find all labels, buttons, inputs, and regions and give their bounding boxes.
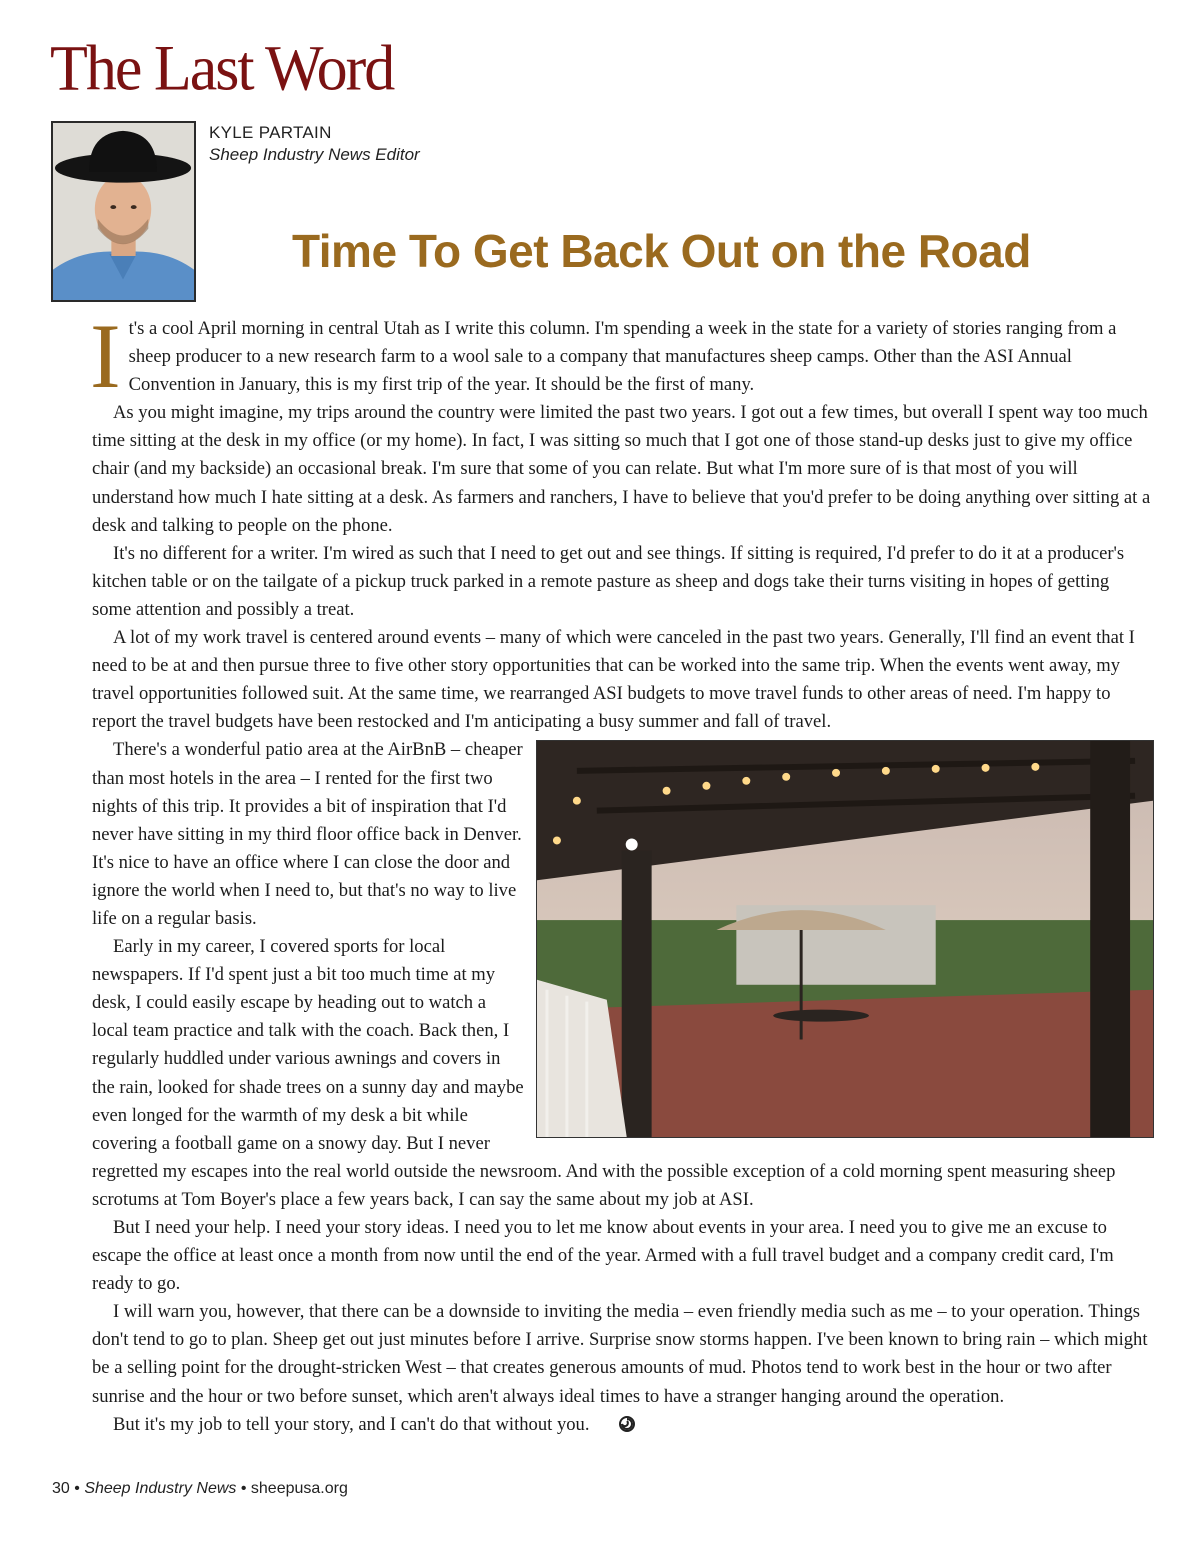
masthead-title: The Last Word bbox=[50, 32, 394, 105]
article-paragraph-4 bbox=[92, 624, 1152, 736]
closing-text: But it's my job to tell your story, and I can't do that without you. bbox=[113, 1413, 590, 1435]
page-footer bbox=[52, 1480, 348, 1498]
author-role: Sheep Industry News Editor bbox=[209, 145, 420, 164]
article-paragraph-3: It's no different for a writer. I'm wired as such that I need to get out and see things. If sitting is required, I'd prefer to do it at a producer's kitchen table or on the tailgate of a pickup truck parked in a remote pasture as sheep and dogs take their turns visiting in hopes of getting some attention and possibly a treat. bbox=[92, 542, 1125, 620]
article-paragraph-9 bbox=[92, 1411, 1152, 1439]
footer-separator-2: • bbox=[240, 1480, 247, 1497]
article-paragraph-2: As you might imagine, my trips around the country were limited the past two years. I got out a few times, but overall I spent way too much time sitting at the desk in my office (or my home). In fact, I was sitting so much that I got one of those stand-up desks just to give my office chair (and my backside) an occasional break. I'm sure that some of you can relate. But what I'm more sure of is that most of you will understand how much I hate sitting at a desk. As farmers and ranchers, I have to believe that you'd prefer to be doing anything over sitting at a desk and talking to people on the phone. bbox=[92, 402, 1151, 536]
asi-swirl-icon bbox=[598, 1413, 614, 1429]
article-paragraph-1 bbox=[90, 305, 1152, 407]
article-paragraph-7: But I need your help. I need your story ideas. I need you to let me know about events in your area. I need you to give me an excuse to escape the office at least once a month from now until the end of the year. Armed with a full travel budget and a company credit card, I'm ready to go. bbox=[92, 1217, 1114, 1295]
article-paragraph-8: I will warn you, however, that there can be a downside to inviting the media – even friendly media such as me – to your operation. Things don't tend to go to plan. Sheep get out just minutes before I arrive. Surprise snow storms happen. I've been known to bring rain – which might be a selling point for the drought-stricken West – that creates generous amounts of mud. Photos tend to work best in the hour or two after sunrise and the hour or two before sunset, which aren't always ideal times to have a stranger hanging around the operation. bbox=[92, 1301, 1148, 1407]
article-paragraph-6: Early in my career, I covered sports for local newspapers. If I'd spent just a bit too much time at my desk, I could easily escape by heading out to watch a local team practice and talk with the coach. Back then, I regularly huddled under various awnings and covers in the rain, looked for shade trees on a sunny day and maybe even longed for the warmth of my desk a bit while covering a football game on a snowy day. But I never regretted my escapes into the real world outside the newsroom. And with the possible exception of a cold morning spent measuring sheep scrotums at Tom Boyer's place a few years back, I can say the same about my job at ASI. bbox=[92, 936, 1116, 1210]
article-body bbox=[90, 305, 1152, 1439]
author-name: KYLE PARTAIN bbox=[209, 123, 332, 142]
footer-separator: • bbox=[74, 1480, 80, 1497]
lead-text: t's a cool April morning in central Utah as I write this column. I'm spending a week in the state for a variety of stories ranging from a sheep producer to a new research farm to a wool sale to a company that manufactures sheep camps. Other than the ASI Annual Convention in January, this is my first trip of the year. It should be the first of many. bbox=[128, 318, 1117, 396]
drop-cap: I bbox=[90, 305, 121, 407]
article-paragraph-5: There's a wonderful patio area at the AirBnB – cheaper than most hotels in the area – I rented for the first two nights of this trip. It provides a bit of inspiration that I'd never have sitting in my third floor office back in Denver. It's nice to have an office where I can close the door and ignore the world when I need to, but that's no way to live life on a regular basis. bbox=[92, 739, 523, 929]
page-number: 30 bbox=[52, 1480, 70, 1497]
publication-name: Sheep Industry News bbox=[84, 1480, 237, 1497]
byline bbox=[209, 122, 420, 166]
article-headline: Time To Get Back Out on the Road bbox=[292, 225, 1031, 277]
paragraph-4-text: A lot of my work travel is centered around events – many of which were canceled in the past two years. Generally, I'll find an event that I need to be at and then pursue three to five other story opportunities that can be worked into the same trip. When the events went away, my travel opportunities followed suit. At the same time, we rearranged ASI budgets to move travel funds to other areas of need. I'm happy to report the travel budgets have been restocked and I'm anticipating a busy summer and fall of travel. bbox=[92, 627, 1135, 733]
website: sheepusa.org bbox=[250, 1480, 348, 1497]
patio-photo bbox=[536, 740, 1154, 1138]
author-portrait bbox=[51, 121, 196, 302]
